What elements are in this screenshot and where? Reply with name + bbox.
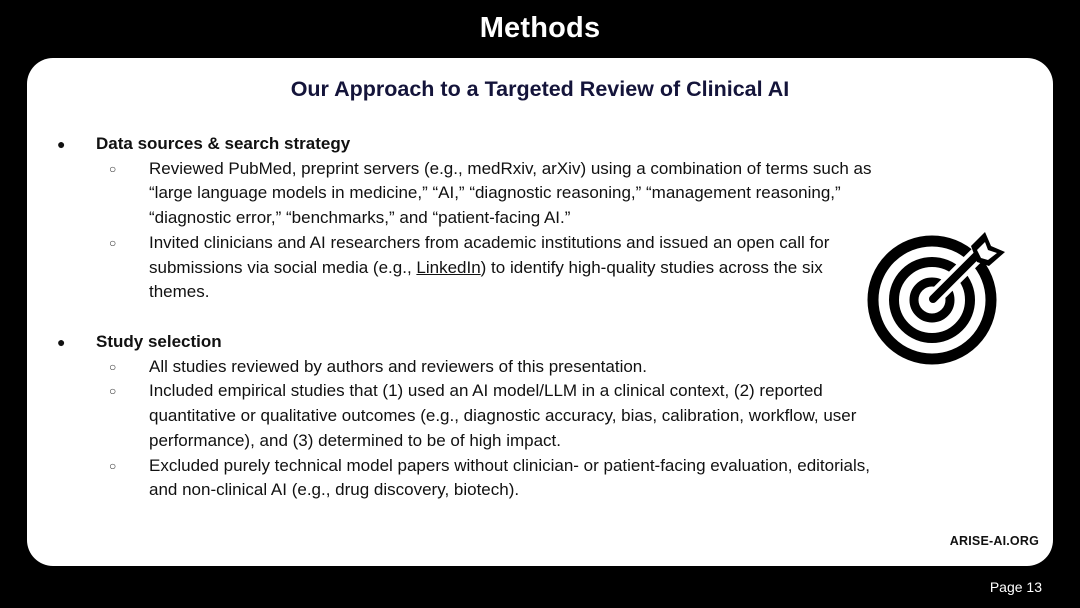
sub-list bbox=[57, 157, 877, 305]
list-item-text: Included empirical studies that (1) used an AI model/LLM in a clinical context, (2) reported quantitative or qualitative outcomes (e.g., diagnostic accuracy, bias, calibration, workflow, user performance), and (3) determined to be of high impact. bbox=[149, 381, 857, 450]
list-item bbox=[57, 231, 877, 305]
section-study-selection bbox=[57, 330, 877, 503]
circle-bullet-icon: ○ bbox=[109, 235, 117, 250]
circle-bullet-icon: ○ bbox=[109, 161, 117, 176]
circle-bullet-icon: ○ bbox=[109, 384, 117, 399]
brand-label: ARISE-AI.ORG bbox=[949, 534, 1039, 548]
list-item bbox=[57, 454, 877, 503]
content-card bbox=[27, 58, 1053, 566]
circle-bullet-icon: ○ bbox=[109, 458, 117, 473]
section-heading: Data sources & search strategy bbox=[96, 134, 351, 153]
bullet-icon: ● bbox=[57, 334, 66, 350]
list-item-text-after: ) to identify high-quality studies across the six themes. bbox=[149, 257, 823, 302]
list-item bbox=[57, 355, 877, 380]
section-heading-row bbox=[57, 132, 877, 157]
list-item-text: Reviewed PubMed, preprint servers (e.g., medRxiv, arXiv) using a combination of terms such as “large language models in medicine,” “AI,” “diagnostic reasoning,” “management reasoning,” “diagnostic error,” “benchmarks,” and “patient-facing AI.” bbox=[149, 158, 872, 228]
page-number: Page 13 bbox=[989, 579, 1042, 595]
list-item-text-before: Invited clinicians and AI researchers from academic institutions and issued an open call for submissions via social media (e.g., bbox=[149, 232, 830, 277]
list-item-text: Excluded purely technical model papers without clinician- or patient-facing evaluation, editorials, and non-clinical AI (e.g., drug discovery, biotech). bbox=[149, 455, 871, 500]
target-arrow-icon bbox=[867, 218, 1017, 368]
list-item bbox=[57, 157, 877, 231]
slide-title: Methods bbox=[479, 12, 601, 44]
list-item bbox=[57, 379, 877, 453]
section-heading: Study selection bbox=[96, 332, 222, 351]
circle-bullet-icon: ○ bbox=[109, 359, 117, 374]
list-item-text bbox=[149, 231, 877, 305]
bullet-icon: ● bbox=[57, 136, 66, 152]
section-data-sources bbox=[57, 132, 877, 305]
linkedin-link[interactable]: LinkedIn bbox=[416, 257, 481, 277]
sub-list bbox=[57, 355, 877, 503]
card-title: Our Approach to a Targeted Review of Clinical AI bbox=[290, 77, 790, 101]
section-heading-row bbox=[57, 330, 877, 355]
list-item-text: All studies reviewed by authors and reviewers of this presentation. bbox=[149, 356, 647, 376]
